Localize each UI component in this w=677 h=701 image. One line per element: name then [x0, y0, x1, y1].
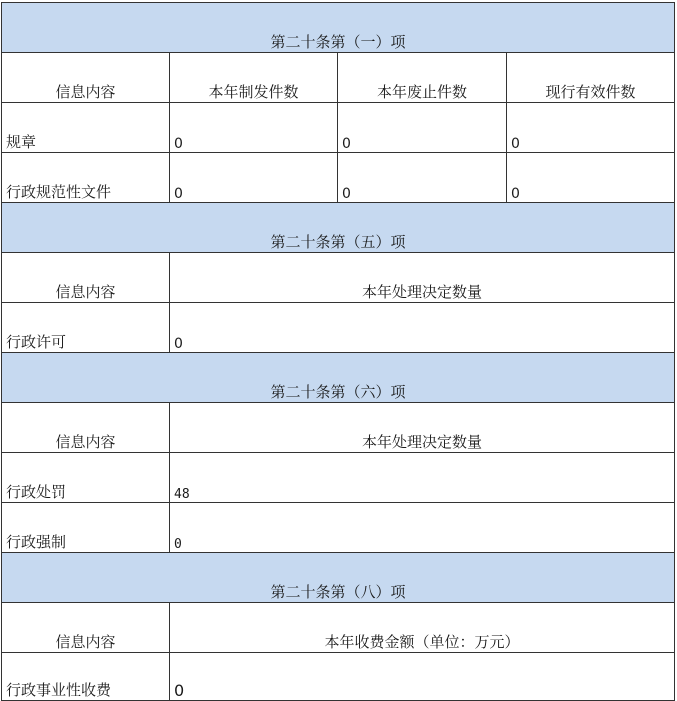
row-label: 行政规范性文件 [2, 153, 170, 203]
cell-value: 48 [170, 453, 675, 503]
table-row [2, 503, 675, 553]
table-header-row [2, 53, 675, 103]
cell-value: 0 [338, 103, 507, 153]
row-label: 行政事业性收费 [2, 653, 170, 701]
column-header: 信息内容 [2, 53, 170, 103]
table-row [2, 153, 675, 203]
row-label: 行政强制 [2, 503, 170, 553]
column-header: 信息内容 [2, 253, 170, 303]
table-header-row [2, 603, 675, 653]
row-label: 行政许可 [2, 303, 170, 353]
section-header-row [2, 353, 675, 403]
column-header: 信息内容 [2, 603, 170, 653]
cell-value: 0 [170, 153, 338, 203]
cell-value: 0 [170, 503, 675, 553]
section-header-row [2, 553, 675, 603]
section-header-row [2, 203, 675, 253]
section-title-1: 第二十条第（一）项 [2, 3, 675, 53]
column-header: 本年制发件数 [170, 53, 338, 103]
table-row [2, 103, 675, 153]
cell-value: 0 [338, 153, 507, 203]
column-header: 信息内容 [2, 403, 170, 453]
column-header: 本年废止件数 [338, 53, 507, 103]
row-label: 行政处罚 [2, 453, 170, 503]
cell-value: 0 [170, 103, 338, 153]
section-title-8: 第二十条第（八）项 [2, 553, 675, 603]
section-title-5: 第二十条第（五）项 [2, 203, 675, 253]
column-header: 本年处理决定数量 [170, 403, 675, 453]
table-row [2, 453, 675, 503]
cell-value: 0 [507, 103, 675, 153]
column-header: 现行有效件数 [507, 53, 675, 103]
row-label: 规章 [2, 103, 170, 153]
cell-value: 0 [170, 653, 675, 701]
table-row [2, 303, 675, 353]
table-header-row [2, 403, 675, 453]
section-header-row [2, 3, 675, 53]
column-header: 本年处理决定数量 [170, 253, 675, 303]
table-header-row [2, 253, 675, 303]
cell-value: 0 [170, 303, 675, 353]
cell-value: 0 [507, 153, 675, 203]
column-header: 本年收费金额（单位：万元） [170, 603, 675, 653]
disclosure-table [1, 2, 675, 701]
table-row [2, 653, 675, 701]
section-title-6: 第二十条第（六）项 [2, 353, 675, 403]
